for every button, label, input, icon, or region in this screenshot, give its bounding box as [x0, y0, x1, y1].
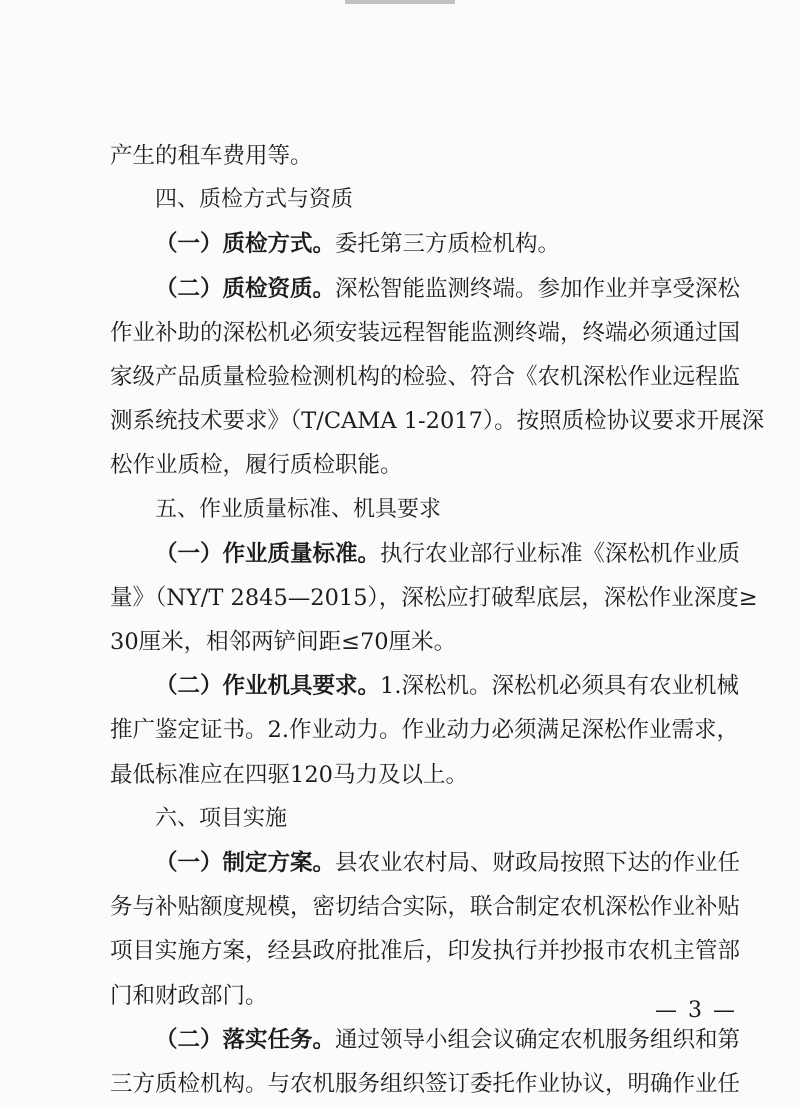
paragraph-label: （一）制定方案。 [155, 850, 336, 876]
paragraph-text: 深松智能监测终端。参加作业并享受深松 [335, 275, 741, 302]
section-heading-5: 五、作业质量标准、机具要求 [155, 496, 442, 522]
document-body [110, 134, 765, 1106]
paragraph-quality-standard [110, 532, 741, 576]
paragraph-inspection-method [110, 222, 730, 266]
paragraph-text: 1.深松机。深松机必须具有农业机械 [380, 673, 739, 700]
text-line: 门和财政部门。 [110, 982, 268, 1009]
section-heading-4: 四、质检方式与资质 [155, 187, 354, 213]
text-line: 最低标准应在四驱120马力及以上。 [110, 761, 468, 788]
paragraph-formulate-plan [110, 841, 741, 885]
text-line: 产生的租车费用等。 [110, 143, 313, 169]
text-line: 三方质检机构。与农机服务组织签订委托作业协议，明确作业任 [110, 1070, 741, 1097]
section-heading-6: 六、项目实施 [155, 805, 288, 831]
paragraph-inspection-qualification [110, 267, 741, 311]
paragraph-text: 委托第三方质检机构。 [335, 231, 561, 258]
paragraph-label: （二）落实任务。 [155, 1026, 336, 1053]
paragraph-label: （一）质检方式。 [155, 231, 336, 258]
text-line: 作业补助的深松机必须安装远程智能监测终端，终端必须通过国 [110, 319, 741, 346]
text-line: 测系统技术要求》（T/CAMA 1-2017）。按照质检协议要求开展深 [110, 408, 765, 435]
paragraph-text: 通过领导小组会议确定农机服务组织和第 [335, 1026, 741, 1053]
text-line: 家级产品质量检验检测机构的检验、符合《农机深松作业远程监 [110, 363, 741, 390]
text-line: 务与补贴额度规模，密切结合实际，联合制定农机深松作业补贴 [110, 894, 741, 921]
paragraph-label: （二）质检资质。 [155, 275, 336, 302]
page-number: — 3 — [655, 998, 737, 1023]
paragraph-implement-tasks [110, 1018, 741, 1062]
text-line: 量》（NY/T 2845—2015），深松应打破犁底层，深松作业深度≥ [110, 584, 758, 611]
scan-artifact [345, 0, 455, 4]
paragraph-text: 县农业农村局、财政局按照下达的作业任 [335, 850, 741, 876]
paragraph-label: （一）作业质量标准。 [155, 540, 381, 567]
text-line: 项目实施方案，经县政府批准后，印发执行并抄报市农机主管部 [110, 938, 741, 965]
paragraph-label: （二）作业机具要求。 [155, 673, 381, 700]
paragraph-text: 执行农业部行业标准《深松机作业质 [380, 540, 741, 567]
text-line: 推广鉴定证书。2.作业动力。作业动力必须满足深松作业需求， [110, 717, 739, 744]
paragraph-machine-requirements [110, 664, 739, 708]
text-line: 松作业质检，履行质检职能。 [110, 452, 403, 479]
text-line: 30厘米，相邻两铲间距≤70厘米。 [110, 629, 457, 656]
